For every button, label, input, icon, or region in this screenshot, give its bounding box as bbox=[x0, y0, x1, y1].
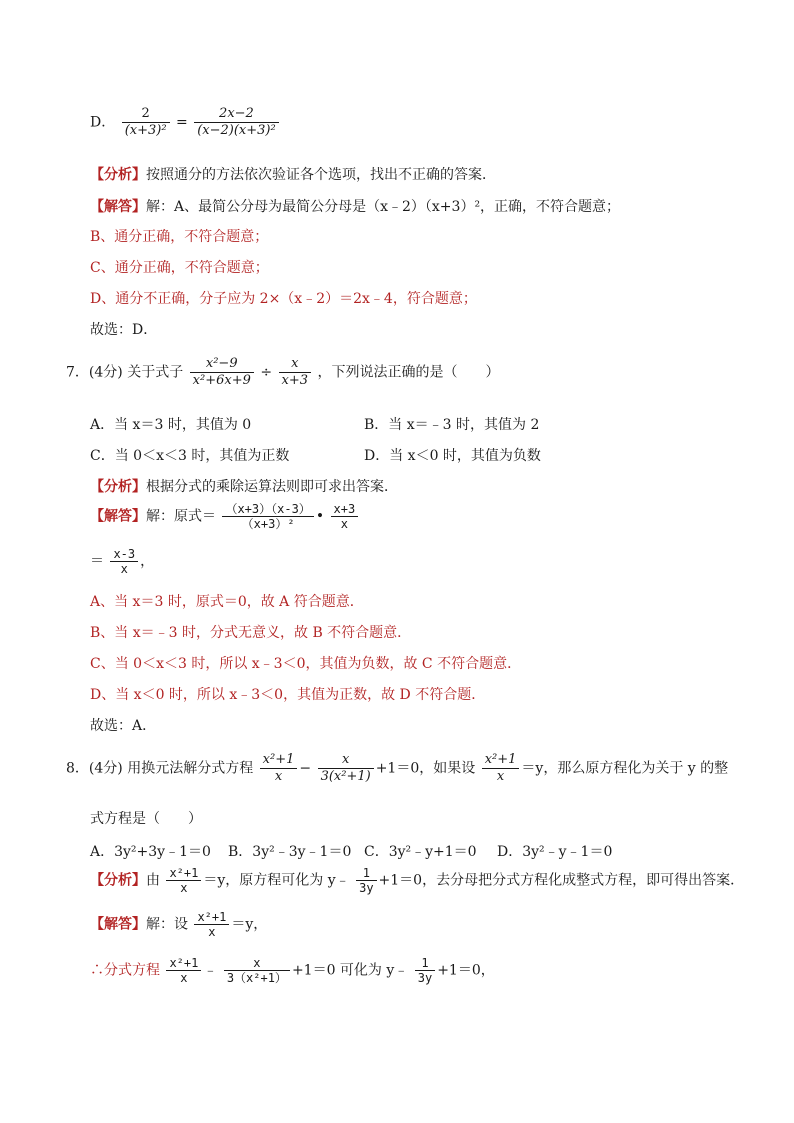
q6-option-d-label: D． bbox=[90, 114, 116, 131]
q8-solution: 【解答】解：设 $\frac{\text{x²+1}}{x}$ ＝y， bbox=[90, 910, 268, 939]
q7-solution-fraction-3: $\frac{x-3}{x}$ bbox=[110, 547, 138, 576]
q7-solution-line-a: A、当 x＝3 时，原式＝0，故 A 符合题意． bbox=[90, 594, 364, 610]
q7-solution-fraction-2: $\frac{x+3}{x}$ bbox=[331, 502, 359, 531]
q8-stem-fraction-1: $\frac{\text{x²+1}}{x}$ bbox=[260, 752, 298, 785]
q6-solution-line-2: B、通分正确，不符合题意； bbox=[90, 229, 269, 245]
q7-option-c: C．当 0＜x＜3 时，其值为正数 bbox=[90, 448, 290, 464]
q8-stem-fraction-2: $\frac{x}{\text{3(x²+1)}}$ bbox=[318, 752, 374, 785]
q6-option-d-rhs-fraction: $\frac{2x-2}{\text{(x−2)(x+3)²}}$ bbox=[194, 106, 279, 139]
q7-analysis: 【分析】根据分式的乘除运算法则即可求出答案． bbox=[90, 479, 398, 495]
q8-stem-line-2: 式方程是（ ） bbox=[90, 811, 202, 827]
q7-answer: 故选：A． bbox=[90, 718, 157, 734]
q8-option-b: B．3y²﹣3y﹣1＝0 bbox=[228, 844, 352, 860]
q7-stem-fraction-2: $\frac{x}{x+3}$ bbox=[279, 356, 312, 389]
q8-analysis-fraction-1: $\frac{\text{x²+1}}{x}$ bbox=[166, 866, 201, 895]
q6-option-d-lhs-fraction: $\frac{2}{\text{(x+3)²}}$ bbox=[122, 106, 170, 139]
q8-therefore-fraction-3: $\frac{1}{3y}$ bbox=[415, 956, 435, 985]
q6-analysis: 【分析】按照通分的方法依次验证各个选项，找出不正确的答案． bbox=[90, 167, 496, 183]
q8-stem: 8．(4分) 用换元法解分式方程 $\frac{\text{x²+1}}{x}$ − $\frac{x}{\text{3(x²+1)}}$ +1＝0，如果设 $\frac{\text{x²+1}}{x}$ ＝y，那么原方程化为关于 y 的整 bbox=[66, 752, 729, 784]
q8-option-a: A．3y²+3y﹣1＝0 bbox=[90, 844, 211, 860]
q8-analysis-fraction-2: $\frac{1}{3y}$ bbox=[356, 866, 376, 895]
q7-solution-line-b: B、当 x＝﹣3 时，分式无意义，故 B 不符合题意． bbox=[90, 625, 412, 641]
q8-analysis: 【分析】由 $\frac{\text{x²+1}}{x}$ ＝y，原方程可化为 y﹣ $\frac{1}{3y}$ +1＝0，去分母把分式方程化成整式方程，即可得出答案． bbox=[90, 866, 745, 895]
q7-stem-fraction-1: $\frac{\text{x²−9}}{\text{x²+6x+9}}$ bbox=[190, 356, 254, 389]
q8-solution-fraction: $\frac{\text{x²+1}}{x}$ bbox=[194, 910, 229, 939]
q6-solution-line-3: C、通分正确，不符合题意； bbox=[90, 260, 269, 276]
q7-stem: 7．(4分) 关于式子 $\frac{\text{x²−9}}{\text{x²+6x+9}}$ ÷ $\frac{x}{x+3}$ ，下列说法正确的是（ ） bbox=[66, 356, 500, 388]
q6-solution-line-1: 【解答】解：A、最简公分母为最简公分母是（x﹣2）（x+3）²，正确，不符合题意； bbox=[90, 199, 621, 215]
q7-option-b: B．当 x＝﹣3 时，其值为 2 bbox=[364, 417, 540, 433]
q8-stem-fraction-3: $\frac{\text{x²+1}}{x}$ bbox=[482, 752, 520, 785]
q7-option-d: D．当 x＜0 时，其值为负数 bbox=[364, 448, 541, 464]
q7-solution-step-1: 【解答】解：原式＝ $\frac{(x+3)(x-3)}{\text{（x+3）²}}$ • $\frac{x+3}{x}$ bbox=[90, 502, 360, 531]
q6-option-d: D． $\frac{2}{\text{(x+3)²}}$ = $\frac{2x-2}{\text{(x−2)(x+3)²}}$ bbox=[90, 106, 281, 139]
q8-therefore-fraction-2: $\frac{x}{\text{3（x²+1）}}$ bbox=[224, 956, 290, 985]
q7-solution-step-2: ＝ $\frac{x-3}{x}$ ， bbox=[90, 547, 155, 576]
q7-solution-fraction-1: $\frac{(x+3)(x-3)}{\text{（x+3）²}}$ bbox=[222, 502, 313, 531]
q6-solution-line-4: D、通分不正确，分子应为 2×（x﹣2）＝2x﹣4，符合题意； bbox=[90, 291, 477, 307]
q7-option-a: A．当 x＝3 时，其值为 0 bbox=[90, 417, 252, 433]
q7-solution-line-c: C、当 0＜x＜3 时，所以 x﹣3＜0，其值为负数，故 C 不符合题意． bbox=[90, 656, 522, 672]
q7-solution-line-d: D、当 x＜0 时，所以 x﹣3＜0，其值为正数，故 D 不符合题． bbox=[90, 687, 486, 703]
q8-therefore-fraction-1: $\frac{\text{x²+1}}{x}$ bbox=[166, 956, 201, 985]
q8-option-c: C．3y²﹣y+1＝0 bbox=[364, 844, 477, 860]
q8-option-d: D．3y²﹣y﹣1＝0 bbox=[497, 844, 613, 860]
q8-therefore: ∴分式方程 $\frac{\text{x²+1}}{x}$ ﹣ $\frac{x}{\text{3（x²+1）}}$ +1＝0 可化为 y﹣ $\frac{1}{3y}$ +1＝0， bbox=[90, 956, 495, 985]
q6-answer: 故选：D． bbox=[90, 322, 158, 338]
